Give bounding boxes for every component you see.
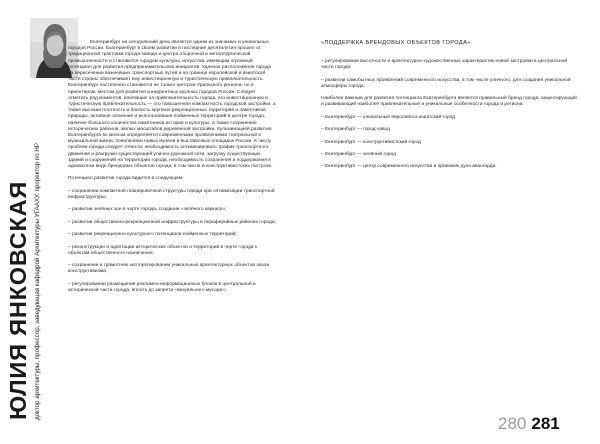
page-numbers: [498, 414, 560, 434]
brand-lead: Наиболее важным для развития потенциала Екатеринбурга является правильный бренд города, акцентирующий и развивающий наиболее привлекательные и уникальные особенности города и региона:: [321, 96, 577, 108]
author-name: ЮЛИЯ ЯНКОВСКАЯ: [5, 180, 31, 420]
brand-item: – Екатеринбург — конструктивистский город: [321, 139, 422, 145]
potential-item: – развитии самобытных проявлений современного искусства, в том числе уличного, для создания уникальной атмосферы города.: [321, 77, 571, 89]
page-number-right: 281: [531, 414, 560, 433]
author-role: доктор архитектуры, профессор, заведующая кафедрой Архитектуры УГААХУ, проректор по НР: [34, 143, 41, 420]
brand-item: – Екатеринбург — центр современного искусства и приемник духа авангарда.: [321, 164, 497, 170]
potential-item: – реконструкции и адаптации исторических объектов и территорий в черте города к объектам общественного назначения;: [68, 244, 258, 256]
potential-item: – сохранении компактной планировочной структуры города при оптимизации транспортной инфраструктуры;: [68, 188, 275, 201]
potential-lead: Потенциал развития города видится в следующем:: [68, 176, 184, 182]
page-number-left: 280: [498, 414, 527, 433]
potential-item: – развитии рекреационно-культурного потенциала пойменных территорий;: [68, 232, 237, 238]
brand-item: – Екатеринбург — уникальный европейско-азиатский город: [321, 114, 455, 120]
article-column-left: [68, 40, 277, 300]
section-heading: «ПОДДЕРЖКА БРЕНДОВЫХ ОБЪЕКТОВ ГОРОДА»: [321, 40, 471, 46]
article-column-right: [321, 40, 577, 177]
brand-item: – Екатеринбург — зелёный город: [321, 151, 396, 157]
intro-paragraph: Екатеринбург на сегодняшний день является одним из значимых и уникальных городов России. Екатеринбург в своем развитии в последние десятилетия прошел от традиционной трактовки города-завода и центра оборонной и металлургической промышленности и становится городом культуры, искусства, имеющим огромный потенциал для развития предпринимательских инициатив. Удачное расположение города на пересечении важнейших транспортных путей и на границе европейской и азиатской части страны обеспечивает ему инвестиционную и туристическую привлекательность. Екатеринбург постепенно становится не только центром Уральского региона, но и ориентиром, местом для развития конкурентных крупных городов России. Следует отметить ряд моментов, влияющих на привлекательность города, его инвестиционную и туристическую привлекательность — это повышенная компактность городской застройки, а также высокая плотность и близость крупных рекреационных территорий и памятников природы, активное освоение и использование пойменных территорий в центре города, наличие большого количества памятников истории и культуры, а также сохранение исторических районов, жилых масштабов деревянной застройки. Кульминацией развития Екатеринбурга во многом определяется современными проявлениями театральной и музыкальной жизни, появлением новых музеев и выставочных площадок России. К числу проблем города следует отнести: необходимость оптимизировать трафик транспортного движения и разгрузки существующей улично-дорожной сети, загрузку существующих зданий и сооружений на территории города, необходимость сохранения и поддержания в адекватном виде брендовых объектов города, в том числе и конструктивистских построек.: [68, 40, 276, 170]
potential-item: – развитии зелёных зон в черте города, создании «зелёного каркаса»;: [68, 207, 227, 213]
potential-item: – регулировании размещения рекламно-информационных блоков в центральной и исторической части города, вплоть до запрета «визуального мусора»;: [68, 281, 256, 293]
potential-item: – развитии общественно-рекреационной инфраструктуры в периферийных районах города;: [68, 219, 276, 225]
brand-item: – Екатеринбург — город-завод: [321, 127, 390, 133]
potential-item: – регулировании высотности и архитектурно-художественных характеристик новой застройки в центральной части города;: [321, 59, 568, 71]
potential-item: – сохранении и грамотном эксплуатировании уникальных архитектурных объектов эпохи конструктивизма;: [68, 263, 270, 275]
